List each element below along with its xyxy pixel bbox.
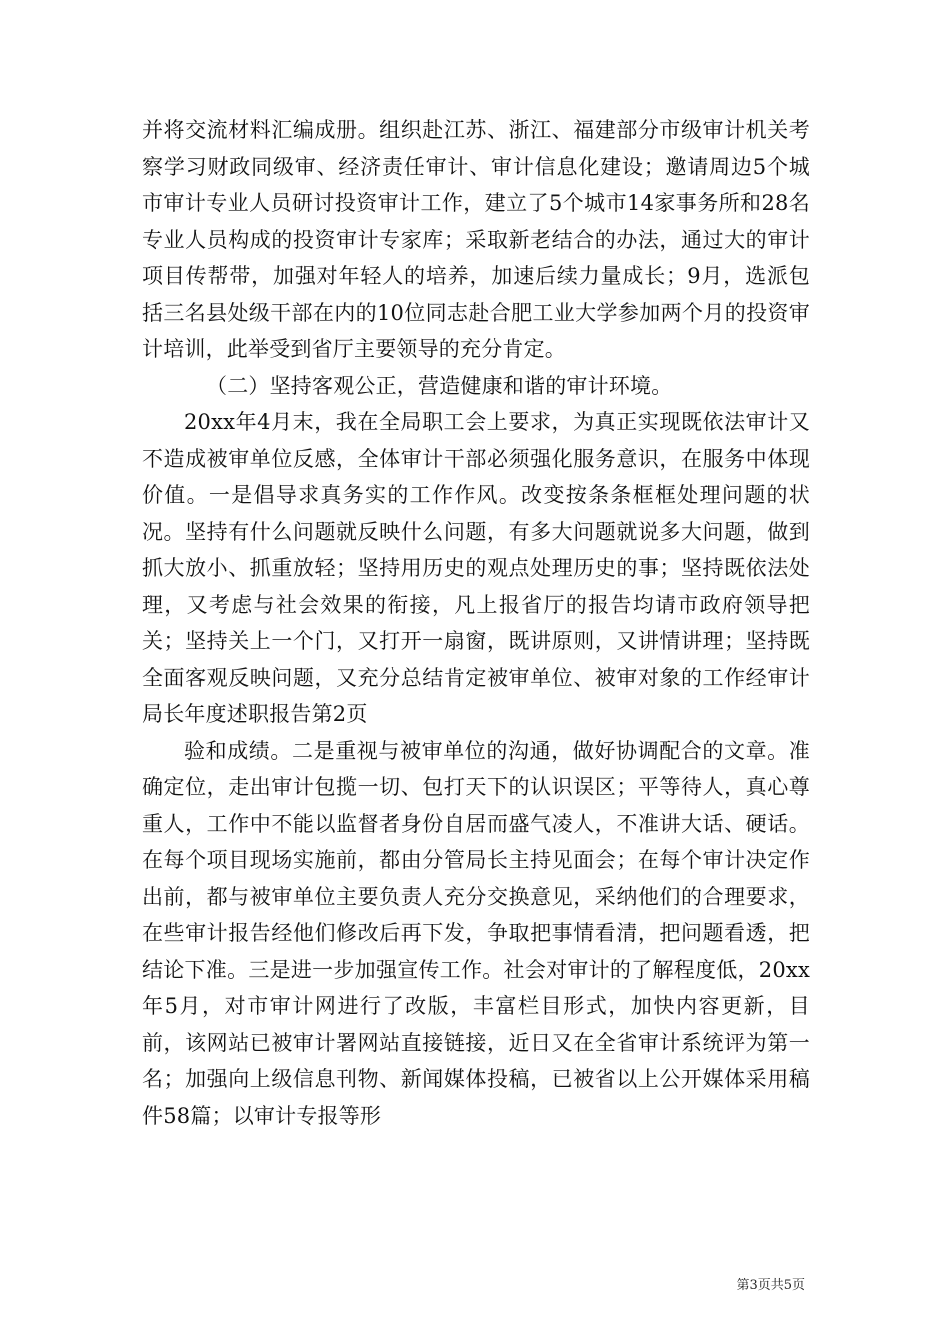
paragraph-1: 并将交流材料汇编成册。组织赴江苏、浙江、福建部分市级审计机关考察学习财政同级审、经济责任审计、审计信息化建设；邀请周边5个城市审计专业人员研讨投资审计工作，建立了5个城市14家事务所和28名专业人员构成的投资审计专家库；采取新老结合的办法，通过大的审计项目传帮带，加强对年轻人的培养，加速后续力量成长；9月，选派包括三名县处级干部在内的10位同志赴合肥工业大学参加两个月的投资审计培训，此举受到省厅主要领导的充分肯定。 [142,118,810,361]
paragraph-2: 20xx年4月末，我在全局职工会上要求，为真正实现既依法审计又不造成被审单位反感，全体审计干部必须强化服务意识，在服务中体现价值。一是倡导求真务实的工作作风。改变按条条框框处理问题的状况。坚持有什么问题就反映什么问题，有多大问题就说多大问题，做到抓大放小、抓重放轻；坚持用历史的观点处理历史的事；坚持既依法处理，又考虑与社会效果的衔接，凡上报省厅的报告均请市政府领导把关；坚持关上一个门，又打开一扇窗，既讲原则，又讲情讲理；坚持既全面客观反映问题，又充分总结肯定被审单位、被审对象的工作经审计局长年度述职报告第2页 [142,410,810,726]
section-heading: （二）坚持客观公正，营造健康和谐的审计环境。 [206,373,673,398]
paragraph-3: 验和成绩。二是重视与被审单位的沟通，做好协调配合的文章。准确定位，走出审计包揽一切、包打天下的认识误区；平等待人，真心尊重人，工作中不能以监督者身份自居而盛气凌人，不准讲大话、硬话。在每个项目现场实施前，都由分管局长主持见面会；在每个审计决定作出前，都与被审单位主要负责人充分交换意见，采纳他们的合理要求，在些审计报告经他们修改后再下发，争取把事情看清，把问题看透，把结论下准。三是进一步加强宣传工作。社会对审计的了解程度低，20xx年5月，对市审计网进行了改版，丰富栏目形式，加快内容更新，目前，该网站已被审计署网站直接链接，近日又在全省审计系统评为第一名；加强向上级信息刊物、新闻媒体投稿，已被省以上公开媒体采用稿件58篇；以审计专报等形 [142,738,810,1128]
document-body [142,112,810,1134]
page-number: 第3页共5页 [736,1278,805,1293]
